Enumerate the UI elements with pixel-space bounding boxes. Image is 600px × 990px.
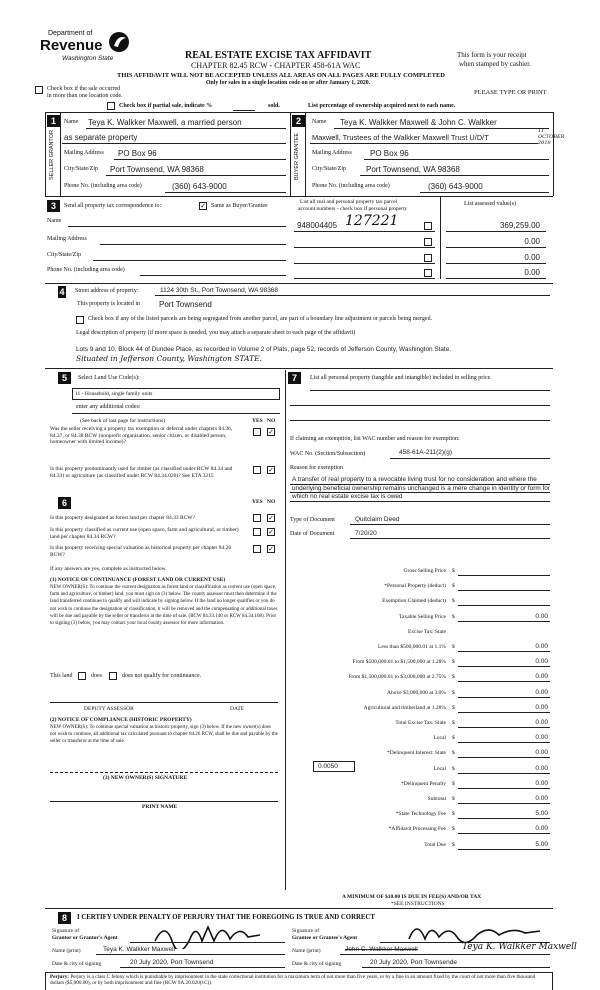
certify-statement: I CERTIFY UNDER PENALTY OF PERJURY THAT THE FOREGOING IS TRUE AND CORRECT [77,914,375,921]
deputy-assessor-label: DEPUTY ASSESSOR [84,706,134,712]
does-label: does [91,673,102,679]
tax-row-label: Above $3,000,000 at 3.0% [387,689,446,696]
notice2-text: NEW OWNER(S): To continue special valuation as historic property, sign (3) below. If the new owner(s) does not wish to continue, all additional tax calculated pursuant to chapter 84.26 RCW, shall be due and payable by the seller or transferor at the time of sale. [50,725,278,745]
seller-side-label: SELLER GRANTOR [49,129,55,180]
legal-handwritten: Situated in Jefferson County, Washington STATE. [76,354,262,363]
personal-property-title: List all personal property (tangible and intangible) included in selling price. [310,375,492,381]
ownership-list-label: List percentage of ownership acquired next to each name. [308,103,456,109]
doc-type: Quitclaim Deed [355,516,400,523]
tax-row-value: 0.00 [535,658,548,666]
seller-name-1: Teya K. Walkker Maxwell, a married person [88,118,242,127]
parcel-header-2: account numbers - check box if personal property [298,206,408,212]
perjury-label: Perjury: [50,974,70,980]
deputy-date-label: DATE [230,706,245,712]
current-use-yes-checkbox[interactable] [253,528,261,536]
tax-row-dollar: $ [452,704,455,711]
notice1-title: (1) NOTICE OF CONTINUANCE (FOREST LAND OR CURRENT USE) [50,577,226,583]
this-land-label: This land [50,673,73,679]
tax-row-label: From $1,500,000.01 to $3,000,000 at 2.75% [348,674,446,681]
tax-row-label: Local [433,765,446,772]
tax-row-label: Exemption Claimed (deduct) [382,598,446,605]
parcel-number: 948004405 [297,221,338,230]
section-7-number: 7 [288,372,301,384]
seller-mailing: PO Box 96 [118,149,157,158]
tax-row-value: 0.00 [535,643,548,650]
tax-row-dollar: $ [452,811,455,818]
tax-row-label: Total Due [424,841,446,848]
buyer-margin-note: 11 OCTOBER 2018 [538,128,565,146]
tax-row-value: 0.00 [535,688,548,696]
tax-row-dollar: $ [452,689,455,696]
forest-no-checkbox[interactable]: ✓ [268,514,274,522]
section6-q1: Is this property designated as forest land per chapter 84.33 RCW? [50,515,195,521]
segregated-label: Check box if any of the listed parcels are being segregated from another parcel, are part of a boundary line adjustment or parcels being merged. [88,316,433,322]
form-title: REAL ESTATE EXCISE TAX AFFIDAVIT [185,50,372,61]
same-as-buyer-checkbox[interactable]: ✓ [200,202,206,210]
see-instructions: *SEE INSTRUCTIONS [391,901,445,907]
tax-row-value: 0.00 [535,779,548,787]
tax-row-label: Less than $500,000.01 at 1.1% [378,644,446,650]
seller-mailing-label: Mailing Address [64,150,104,156]
street-label: Street address of property: [75,288,139,294]
section-8-number: 8 [58,912,71,924]
multi-location-checkbox[interactable] [35,86,43,94]
tax-row-dollar: $ [452,674,455,681]
located-value: Port Townsend [159,300,212,309]
section6-q3: Is this property receiving special valuation as historical property per chapter 84.26 RCW? [50,545,232,558]
section-6-number: 6 [58,497,71,509]
chapter-line: CHAPTER 82.45 RCW - CHAPTER 458-61A WAC [191,61,361,70]
q1-yes-checkbox[interactable] [253,428,261,436]
personal-property-checkbox-4[interactable] [424,269,432,277]
land-use-q2: Is this property predominantly used for timber (as classified under RCW 84.34 and 84.33) or agriculture (as classified under RCW 84.34.020)? See ETA 3215 [50,466,233,479]
print-name-label: PRINT NAME [142,804,178,810]
q2-yes-checkbox[interactable] [253,466,261,474]
send-correspondence-label: Send all property tax correspondence to: [64,203,162,209]
grantee-sig-label-1: Signature of [292,928,320,934]
tax-row-label: *Delinquent Interest: State [387,750,446,757]
doc-date: 7/20/20 [355,530,377,537]
does-checkbox[interactable] [78,672,86,680]
tax-row-label: Local [433,735,446,742]
notice2-title: (2) NOTICE OF COMPLIANCE (HISTORIC PROPERTY) [50,717,192,723]
please-type: PLEASE TYPE OR PRINT [474,89,547,96]
multi-location-label-2: in more than one location code. [47,93,123,99]
multi-location-label-1: Check box if the sale occurred [47,86,121,92]
section6-no-header: NO [267,499,276,505]
tax-row-label: Taxable Selling Price [399,613,446,620]
section6-yes-header: YES [252,499,263,505]
q2-no-checkbox[interactable]: ✓ [268,466,274,474]
historic-no-checkbox[interactable]: ✓ [268,545,274,553]
current-use-no-checkbox[interactable]: ✓ [268,528,274,536]
buyer-name-2: Maxwell, Trustees of the Walkker Maxwell Trust U/D/T [312,133,489,142]
legal-typed: Lots 9 and 10, Block 44 of Dundee Place, as recorded in Volume 2 of Plats, page 52, records of Jefferson County, Washington State. [76,346,452,353]
tax-row-value: 0.00 [535,719,548,726]
section-3-number: 3 [47,200,60,212]
exemption-label: If claiming an exemption, list WAC number and reason for exemption: [290,436,460,442]
section-4-number: 4 [59,287,65,297]
personal-property-checkbox-3[interactable] [424,254,432,262]
dept-state: Washington State [62,55,114,62]
minimum-note: A MINIMUM OF $10.00 IS DUE IN FEE(S) AND/OR TAX [342,894,482,900]
grantor-name-label: Name (print) [52,948,81,954]
receipt-note-1: This form is your receipt [457,51,527,59]
buyer-name-1: Teya K. Walkker Maxwell & John C. Walkker [340,118,497,127]
grantee-sig-label-2: Grantee or Grantee's Agent [292,935,358,941]
tax-row-label: *Personal Property (deduct) [384,583,446,590]
street-address: 1124 30th St., Port Townsend, WA 98368 [160,287,279,294]
segregated-checkbox[interactable] [76,316,84,324]
assessed-value-3: 0.00 [524,253,540,262]
new-owner-signature-label: (3) NEW OWNER(S) SIGNATURE [103,775,187,781]
section-5-number: 5 [58,372,71,384]
assessed-value-4: 0.00 [524,268,540,277]
tax-row-dollar: $ [452,598,455,605]
notice1-text: NEW OWNER(S): To continue the current designation as forest land or classification as current use (open space, farm and agriculture, or timber) land, you must sign on (3) below. The county assessor must then determine if the land transferred continues to qualify and will indicate by signing below. If the land no longer qualifies or you do not wish to continue the designation or classification, it will be removed and the compensating or additional taxes will be due and payable by the seller or transferor at the time of sale. (RCW 84.33.140 or RCW 84.34.108). Prior to signing (3) below, you may contact your local county assessor for more information. [50,585,278,627]
receipt-note-2: when stamped by cashier. [459,60,531,68]
tax-row-dollar: $ [452,750,455,757]
tax-row-value: 0.00 [535,825,548,833]
tax-row-dollar: $ [452,765,455,772]
doc-date-label: Date of Document [290,531,335,537]
parcel-header-1: List all real and personal property tax parcel [300,199,398,205]
buyer-side-label: BUYER GRANTEE [294,132,300,180]
grantor-date-city: 20 July 2020, Port Townsend [130,959,214,966]
dept-line: Department of [48,30,93,37]
land-use-no-header: NO [267,418,276,424]
dor-logo [40,30,140,68]
exemption-reason: A transfer of real property to a revocable living trust for no consideration and where the underlying beneficial ownership remains unchanged is a mere change in identity or form for which no real estate excise tax is owed [292,476,550,500]
tax-row-value: 0.00 [535,612,548,620]
tax-row-value: 5.00 [535,810,548,818]
section6-q2: Is this property classified as current use (open space, farm and agricultural, or timber) land per chapter 84.34 RCW? [50,527,239,540]
doc-type-label: Type of Document [290,517,335,523]
does-not-checkbox[interactable] [109,672,117,680]
tax-row-dollar: $ [452,796,455,802]
tax-row-value: 5.00 [535,840,548,848]
dor-logo-mark [108,30,130,54]
corr-mailing-label: Mailing Address [47,236,87,242]
seller-city: Port Townsend, WA 98368 [110,165,204,174]
corr-name-label: Name [47,218,62,224]
warning-line: THIS AFFIDAVIT WILL NOT BE ACCEPTED UNLESS ALL AREAS ON ALL PAGES ARE FULLY COMPLETED [117,72,445,79]
reason-label: Reason for exemption [290,465,343,471]
tax-row-value: 0.00 [535,703,548,711]
grantor-name: Teya K. Walkker Maxwell [103,946,175,953]
seller-phone: (360) 643-9000 [172,182,227,191]
sold-label: sold. [268,103,280,109]
tax-row-label: *Affidavit Processing Fee [388,826,446,833]
grantee-signature-scribble [405,917,545,945]
buyer-mailing: PO Box 96 [370,149,409,158]
grantor-date-label: Date & city of signing [52,961,102,967]
parcel-handwritten: 127221 [345,213,399,229]
grantee-date-label: Date & city of signing [292,961,342,967]
tax-row-label: Gross Selling Price [403,568,446,574]
tax-row-dollar: $ [452,659,455,666]
assessed-value-2: 0.00 [524,237,540,246]
grantee-date-city: 20 July 2020, Port Townsende [370,959,457,966]
tax-row-value: 0.00 [535,673,548,681]
land-use-title: Select Land Use Code(s): [78,375,140,381]
historic-yes-checkbox[interactable] [253,545,261,553]
section-1-number: 1 [47,115,60,127]
does-not-label: does not qualify for continuance. [122,673,202,679]
tax-row-value: 0.00 [535,795,548,802]
personal-property-checkbox-1[interactable] [424,222,432,230]
tax-row-label: Excise Tax: State [407,628,446,635]
tax-row-value: 0.00 [535,734,548,742]
tax-row-label: From $500,000.01 to $1,500,000 at 1.28% [352,659,446,666]
tax-row-label: Total Excise Tax: State [395,720,446,726]
seller-name-2: as separate property [64,133,138,142]
sales-note: Only for sales in a single location code on or after January 1, 2020. [206,80,371,86]
tax-row-dollar: $ [452,735,455,742]
if-yes-label: If any answers are yes, complete as instructed below. [50,566,167,572]
tax-row-dollar: $ [452,568,455,574]
corr-city-label: City/State/Zip [47,252,81,258]
tax-row-value: 0.00 [535,749,548,757]
seller-phone-label: Phone No. (including area code) [64,183,142,189]
perjury-notice [50,974,548,986]
located-label: This property is located in [77,301,140,307]
buyer-mailing-label: Mailing Address [312,150,352,156]
same-as-buyer-label: Same as Buyer/Grantee [211,203,268,209]
tax-row-label: Subtotal [427,796,446,802]
dept-name: Revenue [40,37,103,54]
buyer-phone-label: Phone No. (including area code) [312,183,390,189]
wac-number: 458-61A-211(2)(g) [399,449,452,456]
tax-row-label: *State Technology Fee [395,811,446,818]
tax-row-dollar: $ [452,613,455,620]
assessed-header: List assessed value(s) [464,201,516,207]
seller-city-label: City/State/Zip [64,166,98,172]
partial-sale-checkbox[interactable] [107,102,115,110]
assessed-value-1: 369,259.00 [499,221,540,230]
tax-row-dollar: $ [452,720,455,726]
grantor-sig-label-2: Grantor or Grantor's Agent [52,935,118,941]
grantee-name-handwritten: Teya K. Walkker Maxwell [462,942,577,952]
grantor-signature-scribble [150,919,270,949]
land-use-q1: Was the seller receiving a property tax exemption or deferral under chapters 84.36, 84.37, or 84.38 RCW (nonprofit organization, senior citizen, or disabled person, homeowner with limited income)? [50,426,233,445]
land-use-code: 11 - Household, single family units [75,391,153,397]
local-rate: 0.0050 [318,763,338,770]
land-use-yes-header: YES [252,418,263,424]
see-back-label: (See back of last page for instructions) [80,418,165,424]
wac-label: WAC No. (Section/Subsection) [290,451,366,457]
additional-codes-label: enter any additional codes: [76,404,141,410]
grantee-name-label: Name (print) [292,948,321,954]
q1-no-checkbox[interactable]: ✓ [268,428,274,436]
tax-row-dollar: $ [452,841,455,848]
tax-row-dollar: $ [452,583,455,590]
seller-name-label: Name [64,119,79,125]
buyer-city-label: City/State/Zip [312,166,346,172]
forest-yes-checkbox[interactable] [253,514,261,522]
tax-row-dollar: $ [452,644,455,650]
perjury-text: Perjury is a class C felony which is punishable by imprisonment in the state correctional institution for a maximum term of not more than five years, or by a fine in an amount fixed by the court of not more than five thousand dollars ($5,000.00), or by both imprisonment and fine (RCW 9A.20.020(1C)). [50,974,536,987]
tax-row-label: Agricultural and timberland at 1.28% [363,704,446,711]
partial-sale-label: Check box if partial sale, indicate % [119,103,213,109]
grantee-name-struck: John C. Walkker Maxwell [345,946,418,953]
tax-row-dollar: $ [452,780,455,787]
tax-row-label: *Delinquent Penalty [400,780,446,787]
legal-label: Legal description of property (if more space is needed, you may attach a separate sheet to each page of the affidavit) [76,330,356,336]
buyer-city: Port Townsend, WA 98368 [366,165,460,174]
grantor-sig-label-1: Signature of [52,928,80,934]
tax-row-value: 0.00 [535,764,548,772]
tax-row-dollar: $ [452,826,455,833]
corr-phone-label: Phone No. (including area code) [47,267,125,273]
section-2-number: 2 [292,115,305,127]
buyer-name-label: Name [312,119,327,125]
buyer-phone: (360) 643-9000 [428,182,483,191]
personal-property-checkbox-2[interactable] [424,238,432,246]
